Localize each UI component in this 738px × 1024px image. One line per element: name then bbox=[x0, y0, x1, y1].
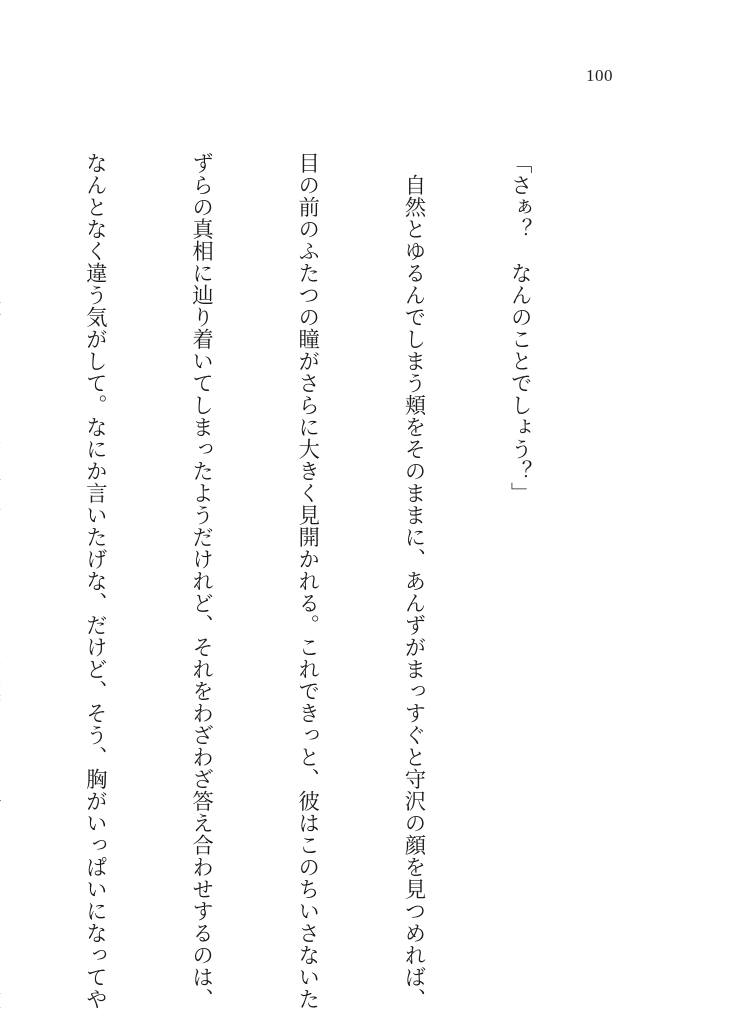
text-line: なんとなく違う気がして。なにか言いたげな、だけど、そう、胸がいっぱいになってや bbox=[82, 152, 108, 1010]
text-line: ずらの真相に辿り着いてしまったようだけれど、それをわざわざ答え合わせするのは、 bbox=[188, 152, 214, 1010]
page-number: 100 bbox=[586, 66, 613, 85]
text-line: 自然とゆるんでしまう頬をそのままに、あんずがまっすぐと守沢の顔を見つめれば、 bbox=[400, 152, 426, 1010]
text-line: 「さぁ？ なんのことでしょう？」 bbox=[507, 152, 533, 504]
novel-text-body bbox=[82, 152, 608, 1010]
text-line bbox=[0, 152, 6, 942]
text-line: 目の前のふたつの瞳がさらに大きく見開かれる。これできっと、彼はこのちいさないた bbox=[294, 152, 320, 1010]
